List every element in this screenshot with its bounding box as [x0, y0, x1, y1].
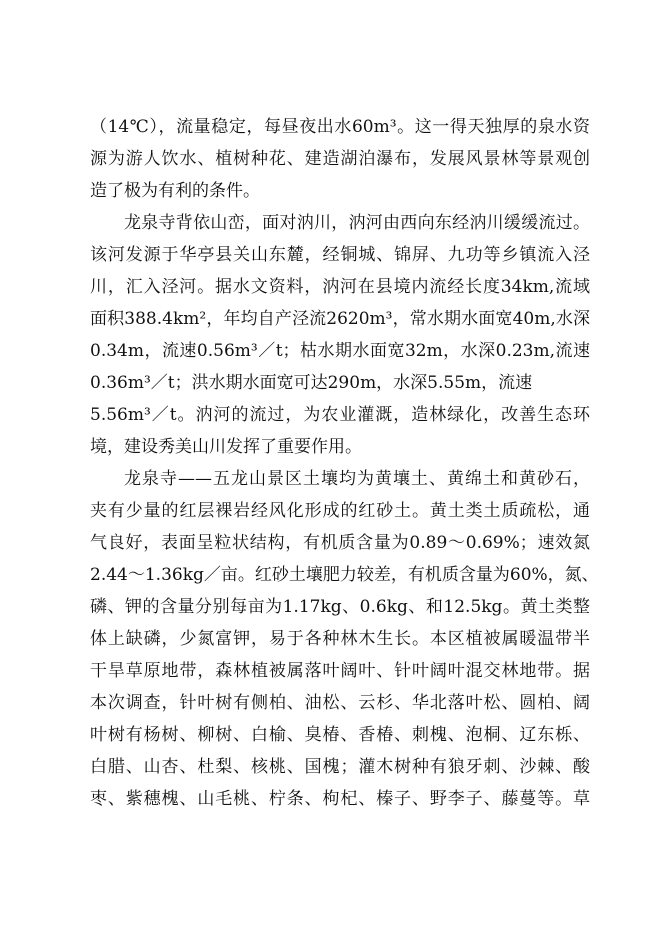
paragraph-3-line-4: 2.44～1.36kg／亩。红砂土壤肥力较差，有机质含量为60%，氮、	[90, 565, 599, 585]
paragraph-3-line-8: 本次调查，针叶树有侧柏、油松、云杉、华北落叶松、圆柏、阔	[90, 693, 590, 713]
paragraph-2-line-5: 0.34m，流速0.56m³／t；枯水期水面宽32m，水深0.23m,流速	[90, 341, 590, 361]
paragraph-2-line-3: 川，汇入泾河。据水文资料，汭河在县境内流经长度34km,流域	[90, 277, 590, 297]
paragraph-1-line-1: （14℃），流量稳定，每昼夜出水60m³。这一得天独厚的泉水资	[90, 117, 590, 137]
paragraph-2-line-6: 0.36m³／t；洪水期水面宽可达290m，水深5.55m，流速	[90, 373, 533, 393]
paragraph-3-line-9: 叶树有杨树、柳树、白榆、臭椿、香椿、刺槐、泡桐、辽东栎、	[90, 725, 590, 745]
paragraph-3-line-3: 气良好，表面呈粒状结构，有机质含量为0.89～0.69%；速效氮	[90, 533, 590, 553]
paragraph-2-line-2: 该河发源于华亭县关山东麓，经铜城、锦屏、九功等乡镇流入泾	[90, 245, 590, 265]
paragraph-1-line-2: 源为游人饮水、植树种花、建造湖泊瀑布，发展风景林等景观创	[90, 149, 590, 169]
paragraph-3-line-2: 夹有少量的红层裸岩经风化形成的红砂土。黄土类土质疏松，通	[90, 501, 590, 521]
paragraph-3-line-1: 龙泉寺——五龙山景区土壤均为黄壤土、黄绵土和黄砂石，	[124, 469, 590, 489]
paragraph-2-line-8: 境，建设秀美山川发挥了重要作用。	[90, 437, 362, 457]
paragraph-3-line-11: 枣、紫穗槐、山毛桃、柠条、枸杞、榛子、野李子、藤蔓等。草	[90, 789, 590, 809]
paragraph-3-line-7: 干旱草原地带，森林植被属落叶阔叶、针叶阔叶混交林地带。据	[90, 661, 590, 681]
paragraph-1-line-3: 造了极为有利的条件。	[90, 181, 260, 201]
paragraph-3-line-10: 白腊、山杏、杜梨、核桃、国槐；灌木树种有狼牙刺、沙棘、酸	[90, 757, 590, 777]
paragraph-2-line-1: 龙泉寺背依山峦，面对汭川，汭河由西向东经汭川缓缓流过。	[124, 213, 590, 233]
paragraph-2-line-4: 面积388.4km²，年均自产泾流2620m³，常水期水面宽40m,水深	[90, 309, 590, 329]
paragraph-2-line-7: 5.56m³／t。汭河的流过，为农业灌溉，造林绿化，改善生态环	[90, 405, 590, 425]
paragraph-3-line-5: 磷、钾的含量分别每亩为1.17kg、0.6kg、和12.5kg。黄土类整	[90, 597, 590, 617]
paragraph-3-line-6: 体上缺磷，少氮富钾，易于各种林木生长。本区植被属暖温带半	[90, 629, 590, 649]
